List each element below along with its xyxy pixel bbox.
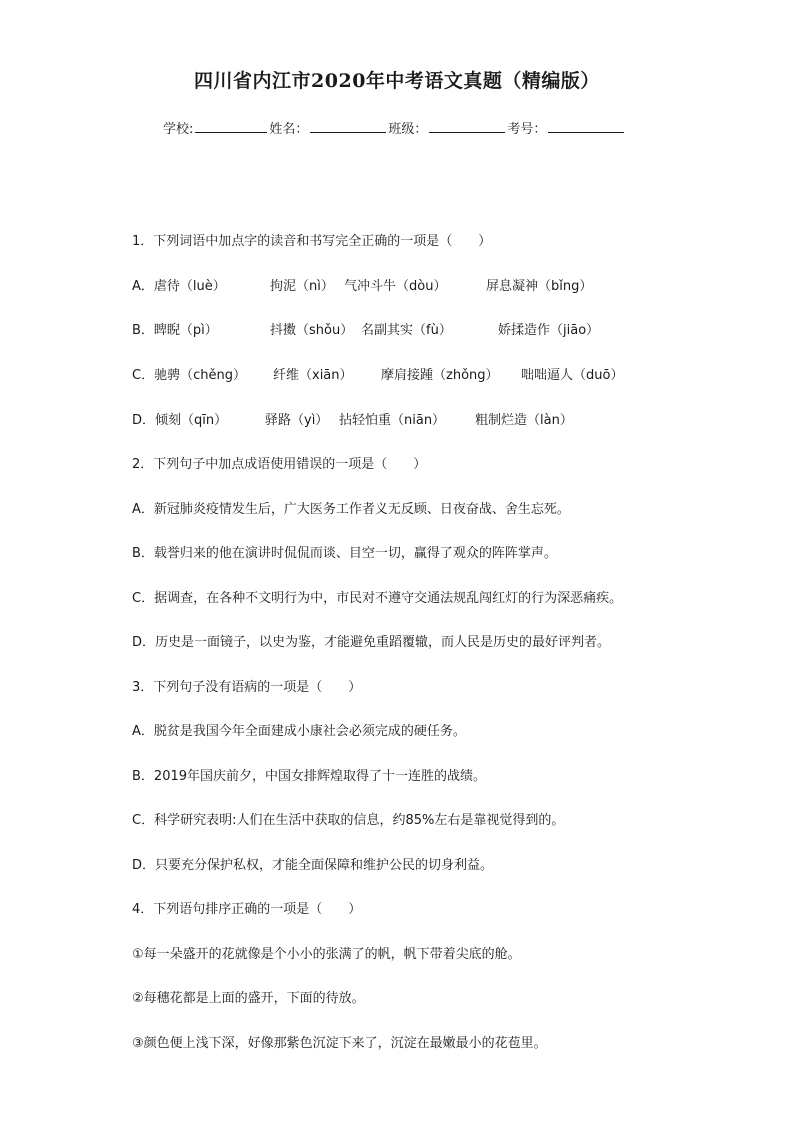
option-item: 纤维（xiān） [273,368,353,383]
q1-option-b [132,322,692,340]
option-item: 拘泥（nì） [270,279,334,294]
school-blank[interactable] [195,118,267,133]
exam-number-label: 考号： [507,122,547,137]
student-info-row [163,118,626,137]
q2-option-a: A．新冠肺炎疫情发生后，广大医务工作者义无反顾、日夜奋战、舍生忘死。 [132,502,570,517]
q2-option-c: C．据调查，在各种不文明行为中，市民对不遵守交通法规乱闯红灯的行为深恶痛疾。 [132,591,623,606]
option-item: 名副其实（fù） [361,323,452,338]
option-item: 气冲斗牛（dòu） [344,279,447,294]
exam-number-blank[interactable] [548,118,624,133]
option-item: 咄咄逼人（duō） [521,368,624,383]
option-item: D．倾刻（qīn） [132,413,228,428]
option-item: B．睥睨（pì） [132,323,218,338]
q4-sentence-1: ①每一朵盛开的花就像是个小小的张满了的帆，帆下带着尖底的舱。 [132,947,521,962]
q3-option-a: A．脱贫是我国今年全面建成小康社会必须完成的硬任务。 [132,724,466,739]
option-item: 摩肩接踵（zhǒng） [381,368,499,383]
question-4-stem: 4．下列语句排序正确的一项是（ ） [132,902,362,917]
option-item: 抖擞（shǒu） [270,323,354,338]
q3-option-d: D．只要充分保护私权，才能全面保障和维护公民的切身利益。 [132,858,494,873]
q3-option-b: B．2019年国庆前夕，中国女排辉煌取得了十一连胜的战绩。 [132,769,487,784]
class-label: 班级： [388,122,428,137]
q4-sentence-3: ③颜色便上浅下深，好像那紫色沉淀下来了，沉淀在最嫩最小的花苞里。 [132,1036,547,1051]
option-item: 拈轻怕重（niān） [339,413,446,428]
q1-option-c [132,367,692,385]
question-2-stem: 2．下列句子中加点成语使用错误的一项是（ ） [132,457,427,472]
option-item: 屏息凝神（bǐng） [486,279,593,294]
q4-sentence-2: ②每穗花都是上面的盛开，下面的待放。 [132,991,365,1006]
name-label: 姓名： [269,122,309,137]
option-item: C．驰骋（chěng） [132,368,246,383]
q1-option-d [132,412,692,430]
option-item: 娇揉造作（jiāo） [498,323,600,338]
option-item: A．虐待（luè） [132,279,226,294]
option-item: 粗制烂造（làn） [475,413,573,428]
q2-option-d: D．历史是一面镜子，以史为鉴，才能避免重蹈覆辙，而人民是历史的最好评判者。 [132,635,611,650]
q2-option-b: B．载誉归来的他在演讲时侃侃而谈、目空一切，赢得了观众的阵阵掌声。 [132,546,557,561]
class-blank[interactable] [429,118,505,133]
school-label: 学校: [163,122,194,137]
name-blank[interactable] [310,118,386,133]
question-3-stem: 3．下列句子没有语病的一项是（ ） [132,680,362,695]
q1-option-a [132,278,692,296]
option-item: 驿路（yì） [265,413,329,428]
question-1-stem: 1．下列词语中加点字的读音和书写完全正确的一项是（ ） [132,234,492,249]
page-title: 四川省内江市2020年中考语文真题（精编版） [194,70,600,92]
q3-option-c: C．科学研究表明:人们在生活中获取的信息，约85%左右是靠视觉得到的。 [132,813,565,828]
